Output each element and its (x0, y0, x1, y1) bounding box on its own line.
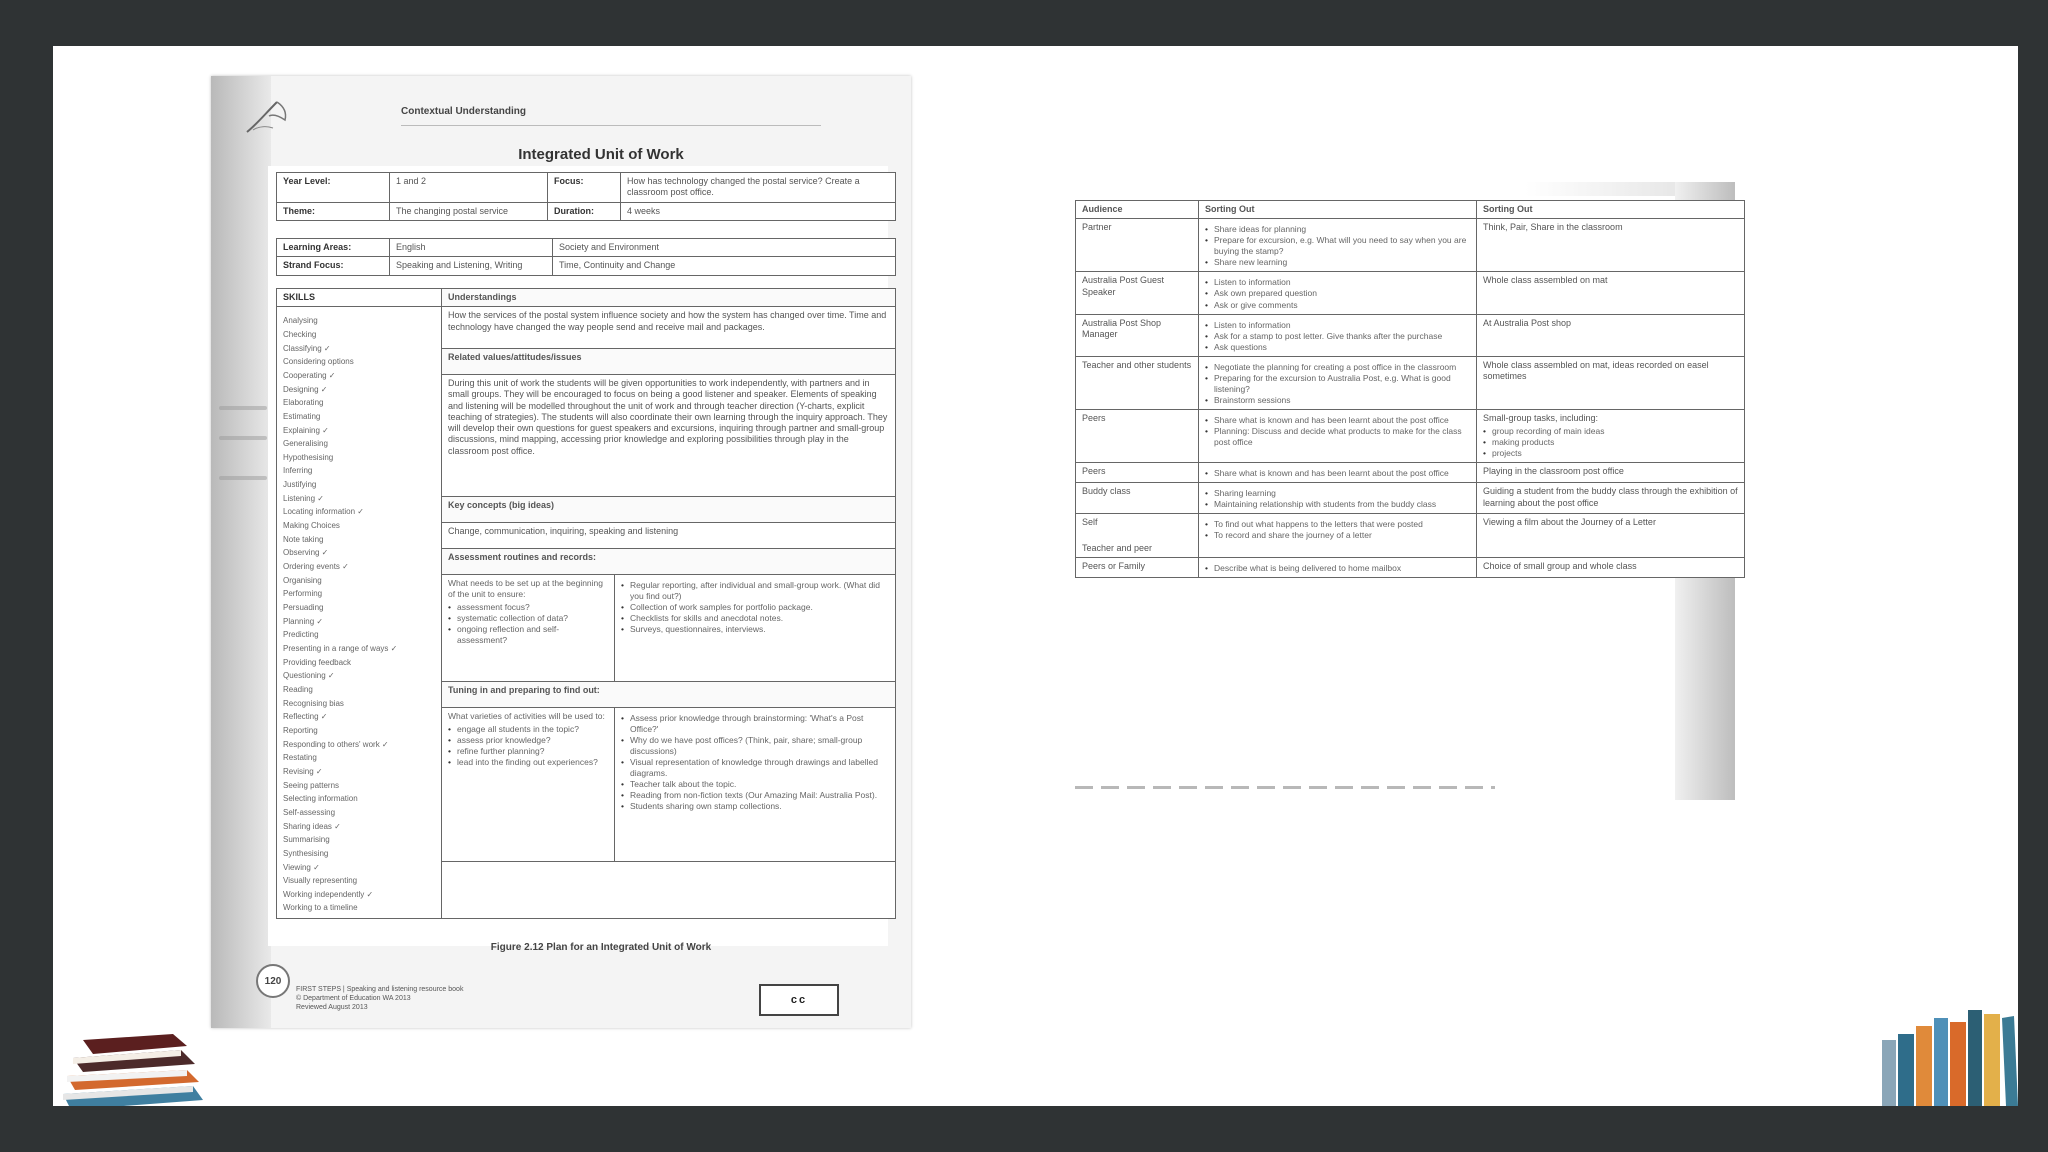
skill-item: Estimating (283, 411, 321, 421)
book-stack-left-icon (53, 1026, 213, 1106)
skill-item: Visually representing (283, 876, 358, 886)
activities-cell (1199, 314, 1477, 356)
audience-cell (1076, 483, 1199, 514)
cut-off-caption (1075, 786, 1495, 789)
skill-item: Presenting in a range of ways ✓ (283, 644, 398, 653)
activity-list (1205, 320, 1470, 353)
setting-text: Guiding a student from the buddy class through the exhibition of learning about the post office (1483, 486, 1738, 508)
running-head: Contextual Understanding (401, 106, 821, 126)
skill-item: Recognising bias (283, 698, 344, 708)
tuning-left-intro: What varieties of activities will be used to: (448, 710, 605, 721)
activity-list (1205, 415, 1470, 448)
footer-line: Reviewed August 2013 (296, 1003, 368, 1011)
list-item: • Share what is known and has been learnt about the post office (1205, 415, 1470, 426)
audience-name: Self (1082, 517, 1098, 528)
list-item: • Ask or give comments (1205, 300, 1470, 311)
table-row (1076, 219, 1745, 272)
audience-name: Peers or Family (1082, 560, 1146, 571)
skills-list (283, 314, 435, 915)
setting-text: Think, Pair, Share in the classroom (1483, 222, 1623, 233)
list-item: • Preparing for the excursion to Australia Post, e.g. What is good listening? (1205, 373, 1470, 395)
list-item: • Visual representation of knowledge through drawings and labelled diagrams. (621, 757, 889, 779)
list-item: • Surveys, questionnaires, interviews. (621, 624, 889, 635)
understandings-heading: Understandings (442, 289, 896, 307)
side-decoration (219, 476, 267, 480)
skill-item: Cooperating ✓ (283, 370, 336, 380)
page-footer (296, 986, 556, 1012)
page-side-shading (211, 76, 271, 1028)
list-item: • assessment focus? (448, 602, 608, 613)
skill-item: Selecting information (283, 794, 358, 804)
audience-name: Australia Post Guest Speaker (1082, 275, 1165, 297)
skill-item: Designing ✓ (283, 384, 328, 394)
table-row (1076, 463, 1745, 483)
activity-list (1205, 468, 1470, 479)
table-row (1076, 557, 1745, 577)
activity-list (1205, 519, 1470, 541)
list-item: • Listen to information (1205, 320, 1470, 331)
list-item: • Negotiate the planning for creating a post office in the classroom (1205, 362, 1470, 373)
list-item: • Share ideas for planning (1205, 224, 1470, 235)
theme-value: The changing postal service (390, 202, 548, 220)
setting-cell (1477, 514, 1745, 558)
year-level-value: 1 and 2 (390, 173, 548, 203)
assessment-left-intro: What needs to be set up at the beginning of the unit to ensure: (448, 577, 604, 599)
list-item: • group recording of main ideas (1483, 426, 1738, 437)
key-concepts-text: Change, communication, inquiring, speaking and listening (442, 523, 896, 549)
skills-table (276, 288, 896, 919)
list-item: • Assess prior knowledge through brainstorming: 'What's a Post Office?' (621, 713, 889, 735)
page-number: 120 (256, 964, 290, 998)
skill-item: Generalising (283, 439, 328, 449)
skill-item: Making Choices (283, 521, 340, 531)
activities-cell (1199, 356, 1477, 409)
list-item: • assess prior knowledge? (448, 735, 608, 746)
setting-cell (1477, 557, 1745, 577)
audience-cell (1076, 409, 1199, 462)
audience-table-body (1076, 219, 1745, 578)
skill-item: Sharing ideas ✓ (283, 821, 341, 831)
list-item: • To record and share the journey of a letter (1205, 530, 1470, 541)
skill-item: Hypothesising (283, 452, 334, 462)
setting-cell (1477, 272, 1745, 314)
activity-list (1205, 224, 1470, 268)
duration-value: 4 weeks (621, 202, 896, 220)
audience-table (1075, 200, 1745, 578)
column-header: Sorting Out (1477, 201, 1745, 219)
understandings-text: How the services of the postal system influence society and how the system has changed over time. Time and technology have changed the way people send and receive mail and packages. (442, 307, 896, 349)
scanned-page-left (211, 76, 911, 1028)
skills-heading: SKILLS (277, 289, 442, 307)
list-item: • Describe what is being delivered to home mailbox (1205, 563, 1470, 574)
skills-cell (277, 307, 442, 919)
activities-cell (1199, 219, 1477, 272)
list-item: • lead into the finding out experiences? (448, 757, 608, 768)
setting-cell (1477, 463, 1745, 483)
activities-cell (1199, 409, 1477, 462)
table-row (1076, 409, 1745, 462)
table-row (1076, 356, 1745, 409)
assessment-left-list (448, 602, 608, 646)
list-item: • making products (1483, 437, 1738, 448)
list-item: • Planning: Discuss and decide what products to make for the class post office (1205, 426, 1470, 448)
strand-focus-label: Strand Focus: (277, 257, 390, 275)
skill-item: Ordering events ✓ (283, 562, 349, 572)
tuning-left-list (448, 724, 608, 768)
skill-item: Predicting (283, 630, 319, 640)
tuning-right (615, 707, 896, 861)
activity-list (1205, 488, 1470, 510)
skill-item: Observing ✓ (283, 548, 329, 558)
skill-item: Performing (283, 589, 323, 599)
skill-item: Note taking (283, 534, 324, 544)
list-item: • Maintaining relationship with students from the buddy class (1205, 499, 1470, 510)
setting-cell (1477, 314, 1745, 356)
side-decoration (219, 406, 267, 410)
plan-content (268, 166, 888, 946)
table-row (1076, 314, 1745, 356)
audience-cell (1076, 314, 1199, 356)
setting-text: Small-group tasks, including: (1483, 412, 1599, 423)
skill-item: Reading (283, 684, 313, 694)
empty-cell (442, 862, 896, 919)
skill-item: Summarising (283, 835, 330, 845)
audience-cell (1076, 356, 1199, 409)
skill-item: Seeing patterns (283, 780, 340, 790)
audience-cell (1076, 272, 1199, 314)
audience-name: Partner (1082, 222, 1112, 233)
list-item: • Ask for a stamp to post letter. Give thanks after the purchase (1205, 331, 1470, 342)
list-item: • projects (1483, 448, 1738, 459)
list-item: • Prepare for excursion, e.g. What will you need to say when you are buying the stamp? (1205, 235, 1470, 257)
skill-item: Locating information ✓ (283, 507, 364, 517)
activity-list (1205, 277, 1470, 310)
values-heading: Related values/attitudes/issues (442, 349, 896, 375)
assessment-heading: Assessment routines and records: (442, 548, 896, 574)
quill-logo-icon (243, 96, 299, 136)
setting-text: At Australia Post shop (1483, 317, 1572, 328)
skill-item: Self-assessing (283, 807, 336, 817)
skill-item: Elaborating (283, 398, 324, 408)
setting-text: Whole class assembled on mat, ideas recorded on easel sometimes (1483, 359, 1709, 381)
learning-areas-value-2: Society and Environment (553, 239, 896, 257)
header-table (276, 172, 896, 221)
side-decoration (219, 436, 267, 440)
list-item: • engage all students in the topic? (448, 724, 608, 735)
audience-name: Teacher and peer (1082, 542, 1153, 553)
setting-cell (1477, 356, 1745, 409)
setting-cell (1477, 409, 1745, 462)
values-text: During this unit of work the students will be given opportunities to work independently, with partners and in small groups. They will be encouraged to focus on being a good listener and speaker. Elements of speaking and listening will be modelled throughout the unit of work and through teacher direction (Y-charts, explicit teaching of strategies). The students will also coordinate their own learning through the inquiry approach. They will develop their own questions for guest speakers and excursions, inquiring through partner and small-group discussions, mind mapping, accessing prior knowledge and exploring possibilities through play in the classroom post office. (442, 375, 896, 497)
audience-name: Buddy class (1082, 486, 1131, 497)
skill-item: Considering options (283, 357, 354, 367)
list-item: • Collection of work samples for portfolio package. (621, 602, 889, 613)
setting-list (1483, 426, 1738, 459)
list-item: • Sharing learning (1205, 488, 1470, 499)
list-item: • Ask own prepared question (1205, 288, 1470, 299)
key-concepts-heading: Key concepts (big ideas) (442, 497, 896, 523)
setting-cell (1477, 483, 1745, 514)
activity-list (1205, 362, 1470, 406)
creative-commons-icon (759, 984, 839, 1016)
skill-item: Responding to others' work ✓ (283, 739, 389, 749)
duration-label: Duration: (548, 202, 621, 220)
activities-cell (1199, 514, 1477, 558)
audience-cell (1076, 463, 1199, 483)
strand-focus-value-2: Time, Continuity and Change (553, 257, 896, 275)
assessment-right (615, 574, 896, 681)
skill-item: Classifying ✓ (283, 343, 331, 353)
skill-item: Synthesising (283, 848, 329, 858)
table-row (1076, 272, 1745, 314)
learning-areas-label: Learning Areas: (277, 239, 390, 257)
list-item: • Ask questions (1205, 342, 1470, 353)
skill-item: Inferring (283, 466, 313, 476)
skill-item: Working independently ✓ (283, 889, 374, 899)
theme-label: Theme: (277, 202, 390, 220)
skill-item: Persuading (283, 603, 324, 613)
skill-item: Questioning ✓ (283, 671, 335, 681)
audience-name: Australia Post Shop Manager (1082, 317, 1162, 339)
areas-table (276, 238, 896, 276)
list-item: • To find out what happens to the letters that were posted (1205, 519, 1470, 530)
setting-text: Viewing a film about the Journey of a Letter (1483, 517, 1656, 528)
column-header: Audience (1076, 201, 1199, 219)
skill-item: Listening ✓ (283, 493, 324, 503)
tuning-right-list (621, 713, 889, 812)
activity-list (1205, 563, 1470, 574)
list-item: • Regular reporting, after individual and small-group work. (What did you find out?) (621, 580, 889, 602)
activities-cell (1199, 483, 1477, 514)
audience-cell (1076, 514, 1199, 558)
skill-item: Restating (283, 753, 317, 763)
scanned-page-right (1065, 182, 1738, 800)
skill-item: Viewing ✓ (283, 862, 320, 872)
list-item: • refine further planning? (448, 746, 608, 757)
activities-cell (1199, 272, 1477, 314)
book-stack-right-icon (1878, 1004, 2018, 1106)
footer-line: FIRST STEPS | Speaking and listening resource book (296, 986, 464, 993)
audience-name: Teacher and other students (1082, 359, 1192, 370)
skill-item: Explaining ✓ (283, 425, 329, 435)
focus-label: Focus: (548, 173, 621, 203)
audience-name: Peers (1082, 412, 1106, 423)
activities-cell (1199, 557, 1477, 577)
audience-cell (1076, 219, 1199, 272)
focus-value: How has technology changed the postal service? Create a classroom post office. (621, 173, 896, 203)
skill-item: Organising (283, 575, 322, 585)
setting-text: Whole class assembled on mat (1483, 275, 1608, 286)
setting-text: Playing in the classroom post office (1483, 466, 1624, 477)
year-level-label: Year Level: (277, 173, 390, 203)
slide (53, 46, 2018, 1106)
list-item: • Checklists for skills and anecdotal notes. (621, 613, 889, 624)
list-item: • Brainstorm sessions (1205, 395, 1470, 406)
list-item: • Share what is known and has been learnt about the post office (1205, 468, 1470, 479)
skill-item: Reflecting ✓ (283, 712, 328, 722)
skill-item: Justifying (283, 480, 317, 490)
audience-cell (1076, 557, 1199, 577)
skill-item: Working to a timeline (283, 903, 358, 913)
list-item: • ongoing reflection and self-assessment? (448, 624, 608, 646)
list-item: • systematic collection of data? (448, 613, 608, 624)
learning-areas-value-1: English (390, 239, 553, 257)
audience-name: Peers (1082, 466, 1106, 477)
skill-item: Providing feedback (283, 657, 352, 667)
skill-item: Checking (283, 329, 317, 339)
column-header: Sorting Out (1199, 201, 1477, 219)
list-item: • Reading from non-fiction texts (Our Amazing Mail: Australia Post). (621, 790, 889, 801)
list-item: • Share new learning (1205, 257, 1470, 268)
tuning-left (442, 707, 615, 861)
skill-item: Reporting (283, 725, 318, 735)
list-item: • Listen to information (1205, 277, 1470, 288)
list-item: • Teacher talk about the topic. (621, 779, 889, 790)
cc-label: cc (790, 994, 808, 1006)
skill-item: Revising ✓ (283, 766, 323, 776)
footer-line: © Department of Education WA 2013 (296, 994, 411, 1002)
list-item: • Students sharing own stamp collections. (621, 801, 889, 812)
table-row (1076, 483, 1745, 514)
setting-cell (1477, 219, 1745, 272)
figure-caption: Figure 2.12 Plan for an Integrated Unit of Work (490, 942, 712, 953)
assessment-right-list (621, 580, 889, 635)
skill-item: Planning ✓ (283, 616, 324, 626)
activities-cell (1199, 463, 1477, 483)
strand-focus-value-1: Speaking and Listening, Writing (390, 257, 553, 275)
skill-item: Analysing (283, 316, 318, 326)
list-item: • Why do we have post offices? (Think, pair, share; small-group discussions) (621, 735, 889, 757)
table-row (1076, 514, 1745, 558)
assessment-left (442, 574, 615, 681)
document-title: Integrated Unit of Work (518, 146, 684, 163)
setting-text: Choice of small group and whole class (1483, 560, 1637, 571)
tuning-heading: Tuning in and preparing to find out: (442, 681, 896, 707)
